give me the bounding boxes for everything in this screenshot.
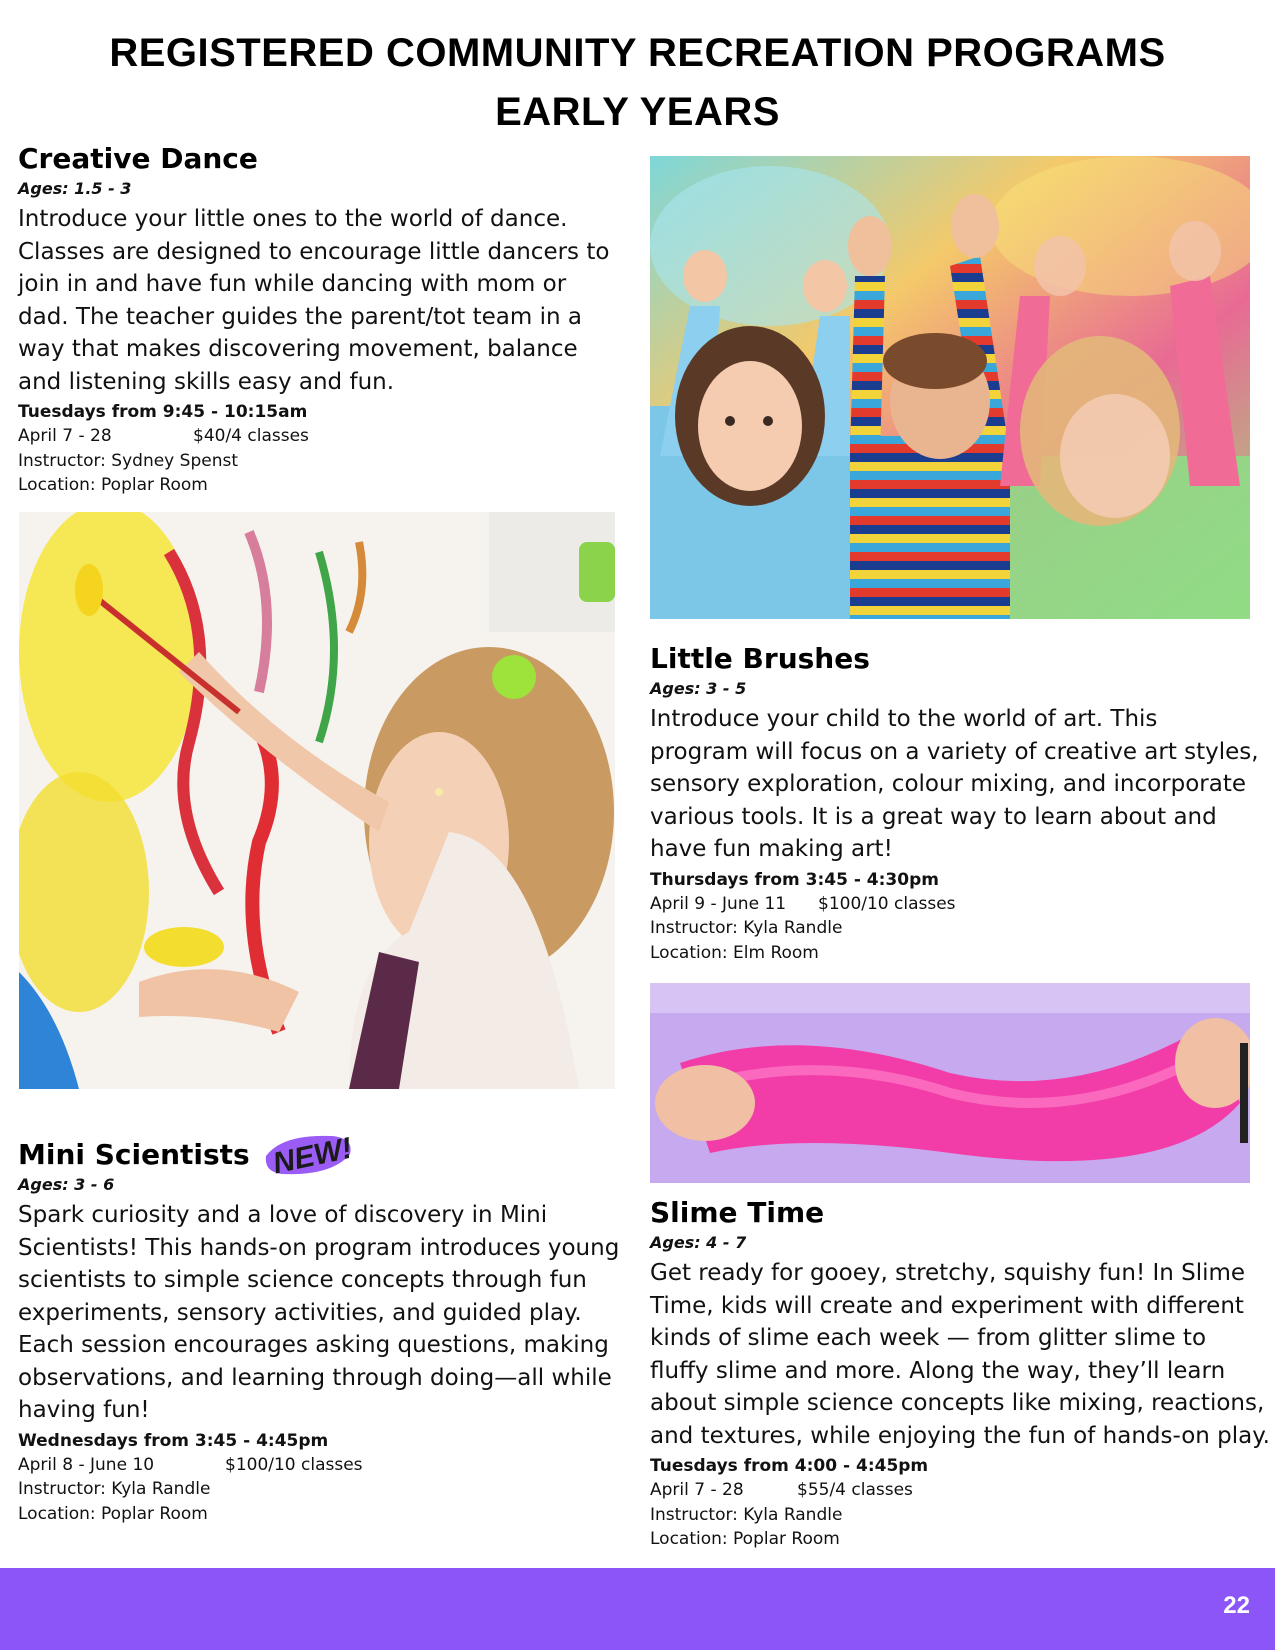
program-little-brushes bbox=[650, 642, 1260, 965]
program-name: Little Brushes bbox=[650, 642, 870, 675]
program-ages: Ages: 3 - 6 bbox=[18, 1175, 115, 1194]
program-dates-price bbox=[18, 424, 618, 449]
program-location: Location: Elm Room bbox=[650, 942, 819, 963]
new-badge-label: NEW! bbox=[269, 1131, 356, 1181]
page-title-line-2: EARLY YEARS bbox=[495, 90, 780, 134]
program-description: Introduce your little ones to the world of dance. Classes are designed to encourage little dancers to join in and have fun while dancing with mom or dad. The teacher guides the parent/tot team in a way that makes discovering movement, balance and listening skills easy and fun. bbox=[18, 206, 610, 395]
program-slime-time bbox=[650, 1196, 1270, 1552]
page-title-line-1: REGISTERED COMMUNITY RECREATION PROGRAMS bbox=[109, 31, 1166, 75]
slime-photo bbox=[650, 983, 1250, 1183]
program-location: Location: Poplar Room bbox=[18, 1503, 208, 1524]
program-dates-price bbox=[650, 892, 1260, 917]
program-schedule: Tuesdays from 9:45 - 10:15am bbox=[18, 402, 308, 422]
program-dates: April 7 - 28 bbox=[650, 1480, 744, 1500]
program-price: $55/4 classes bbox=[797, 1480, 913, 1500]
program-price: $100/10 classes bbox=[225, 1454, 363, 1475]
program-dates: April 8 - June 10 bbox=[18, 1454, 155, 1475]
program-instructor: Instructor: Kyla Randle bbox=[650, 918, 843, 938]
program-ages: Ages: 3 - 5 bbox=[650, 679, 747, 698]
program-description: Introduce your child to the world of art. This program will focus on a variety of creative art styles, sensory exploration, colour mixing, and incorporate various tools. It is a great way to learn about and have fun making art! bbox=[650, 706, 1259, 862]
dancing-children-photo bbox=[650, 156, 1250, 619]
program-price: $100/10 classes bbox=[818, 893, 956, 914]
program-instructor: Instructor: Sydney Spenst bbox=[18, 450, 238, 471]
program-name: Mini Scientists bbox=[18, 1138, 250, 1171]
painting-girl-photo bbox=[19, 512, 615, 1089]
program-instructor: Instructor: Kyla Randle bbox=[18, 1479, 211, 1499]
program-description: Get ready for gooey, stretchy, squishy fun! In Slime Time, kids will create and experiment with different kinds of slime each week — from glitter slime to fluffy slime and more. Along the way, they’ll learn about simple science concepts like mixing, reactions, and textures, while enjoying the fun of hands-on play. bbox=[650, 1260, 1270, 1449]
program-schedule: Tuesdays from 4:00 - 4:45pm bbox=[650, 1456, 929, 1476]
program-location: Location: Poplar Room bbox=[18, 475, 208, 495]
program-dates: April 7 - 28 bbox=[18, 426, 112, 446]
program-creative-dance bbox=[18, 142, 618, 498]
footer-bar bbox=[0, 1568, 1275, 1650]
program-ages: Ages: 1.5 - 3 bbox=[18, 179, 132, 198]
page-number: 22 bbox=[1223, 1592, 1250, 1619]
program-instructor: Instructor: Kyla Randle bbox=[650, 1504, 843, 1525]
program-schedule: Wednesdays from 3:45 - 4:45pm bbox=[18, 1430, 329, 1451]
program-mini-scientists bbox=[18, 1138, 628, 1526]
program-ages: Ages: 4 - 7 bbox=[650, 1233, 747, 1252]
program-location: Location: Poplar Room bbox=[650, 1529, 840, 1549]
new-badge bbox=[262, 1126, 358, 1182]
program-dates: April 9 - June 11 bbox=[650, 893, 787, 914]
program-name: Creative Dance bbox=[18, 142, 258, 175]
program-schedule: Thursdays from 3:45 - 4:30pm bbox=[650, 869, 939, 890]
program-name: Slime Time bbox=[650, 1196, 825, 1229]
program-dates-price bbox=[18, 1453, 628, 1478]
program-price: $40/4 classes bbox=[193, 426, 309, 446]
program-description: Spark curiosity and a love of discovery in Mini Scientists! This hands-on program introduces young scientists to simple science concepts through fun experiments, sensory activities, and guided play. Each session encourages asking questions, making observations, and learning through doing—all while having fun! bbox=[18, 1202, 620, 1423]
program-dates-price bbox=[650, 1478, 1270, 1503]
